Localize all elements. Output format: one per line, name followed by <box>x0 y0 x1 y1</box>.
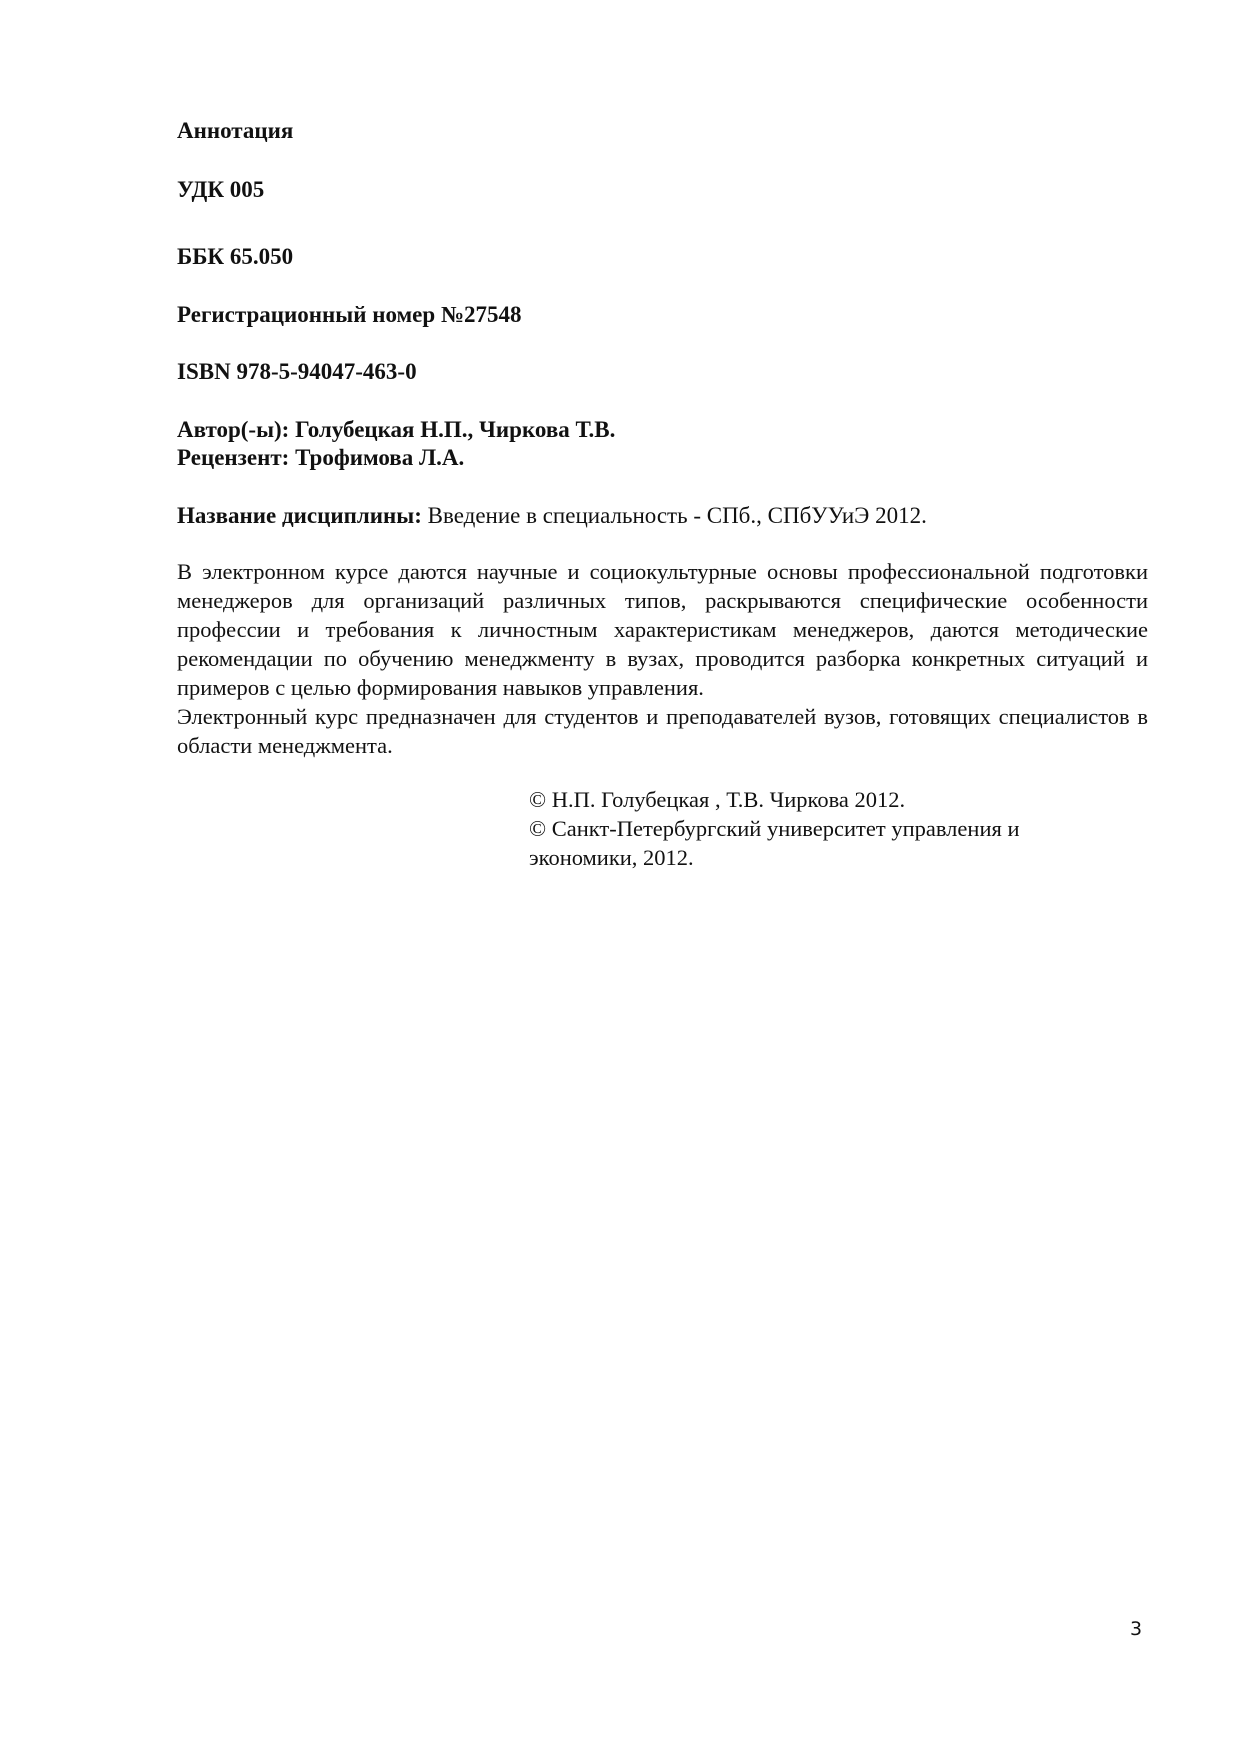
abstract-paragraph-2: Электронный курс предназначен для студентов и преподавателей вузов, готовящих специалистов в области менеджмента. <box>177 704 1148 758</box>
reviewer: Рецензент: Трофимова Л.А. <box>177 445 465 470</box>
discipline-label: Название дисциплины: <box>177 503 422 528</box>
discipline-line <box>177 502 927 530</box>
abstract <box>177 557 1148 760</box>
udk-code: УДК 005 <box>177 177 265 202</box>
copyright-university-cont: экономики, 2012. <box>529 845 694 870</box>
copyright-block <box>529 785 1089 872</box>
isbn: ISBN 978-5-94047-463-0 <box>177 359 417 384</box>
page-number: 3 <box>1130 1618 1143 1640</box>
discipline-value: Введение в специальность - СПб., СПбУУиЭ 2012. <box>421 503 927 528</box>
authors: Автор(-ы): Голубецкая Н.П., Чиркова Т.В. <box>177 417 616 442</box>
registration-number: Регистрационный номер №27548 <box>177 302 522 327</box>
copyright-university: © Санкт-Петербургский университет управления и <box>529 816 1020 841</box>
bbk-code: ББК 65.050 <box>177 244 294 269</box>
annotation-heading: Аннотация <box>177 118 294 143</box>
abstract-paragraph-1: В электронном курсе даются научные и социокультурные основы профессиональной подготовки менеджеров для организаций различных типов, раскрываются специфические особенности профессии и требования к личностным характеристикам менеджеров, даются методические рекомендации по обучению менеджменту в вузах, проводится разборка конкретных ситуаций и примеров с целью формирования навыков управления. <box>177 559 1148 700</box>
copyright-authors: © Н.П. Голубецкая , Т.В. Чиркова 2012. <box>529 787 906 812</box>
